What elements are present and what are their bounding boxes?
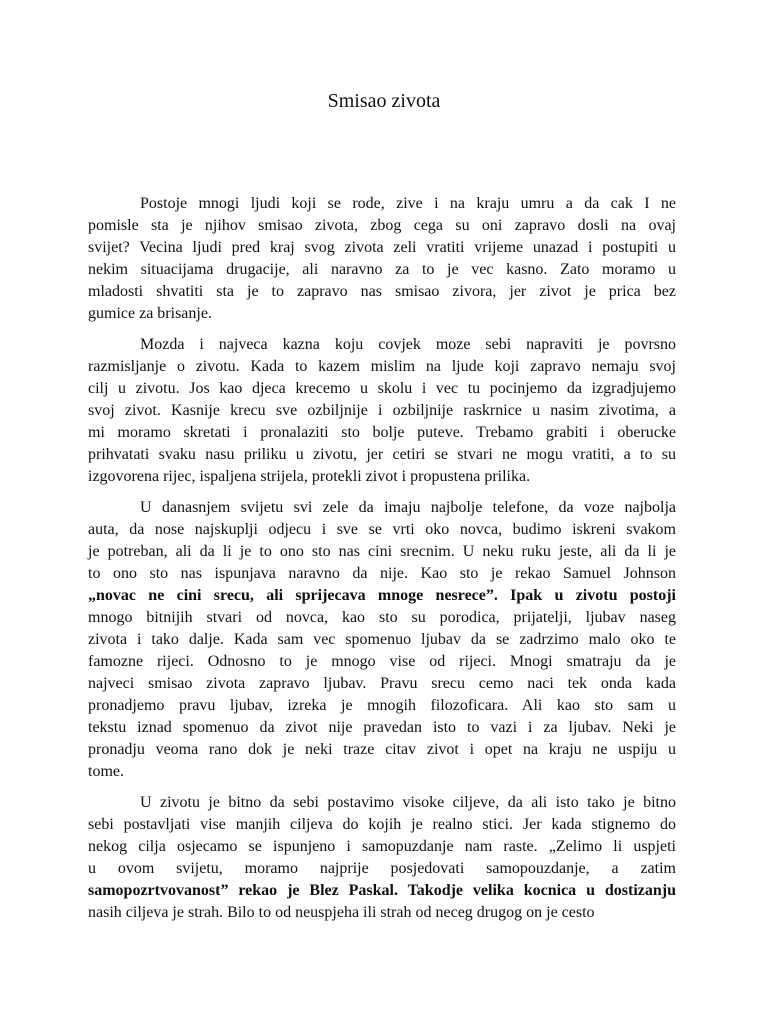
page-title: Smisao zivota — [327, 90, 441, 112]
text-line: svijet? Vecina ljudi pred kraj svog zivota zeli vratiti vrijeme unazad i postupiti u — [88, 239, 676, 256]
paragraph — [88, 792, 676, 924]
text-line: u ovom svijetu, moramo najprije posjedovati samopouzdanje, a zatim — [88, 860, 676, 877]
text-line: tome. — [88, 763, 124, 780]
text-line: gumice za brisanje. — [88, 305, 212, 322]
text-line: pronadju veoma rano dok je neki traze citav zivot i opet na kraju ne uspiju u — [88, 741, 676, 758]
text-line: izgovorena rijec, ispaljena strijela, protekli zivot i propustena prilika. — [88, 468, 531, 485]
text-line: U zivotu je bitno da sebi postavimo visoke ciljeve, da ali isto tako je bitno — [140, 794, 676, 811]
text-line: pronadjemo pravu ljubav, izreka je mnogih filozoficara. Ali kao sto sam u — [88, 697, 676, 714]
text-line: svoj zivot. Kasnije krecu sve ozbiljnije i ozbiljnije raskrnice u nasim zivotima, a — [88, 402, 676, 419]
paragraph — [88, 334, 676, 488]
text-line: mladosti shvatiti sta je to zapravo nas smisao zivora, jer zivot je prica bez — [88, 283, 676, 300]
text-line: Postoje mnogi ljudi koji se rode, zive i na kraju umru a da cak I ne — [140, 195, 676, 212]
text-line: zivota i tako dalje. Kada sam vec spomenuo ljubav da se zadrzimo malo oko te — [88, 631, 676, 648]
document-body — [88, 193, 676, 933]
text-line: Mozda i najveca kazna koju covjek moze sebi napraviti je povrsno — [140, 336, 676, 353]
paragraph — [88, 193, 676, 325]
text-line: razmisljanje o zivotu. Kada to kazem mislim na ljude koji zapravo nemaju svoj — [88, 358, 676, 375]
text-line: tekstu iznad spomenuo da zivot nije pravedan isto to vazi i za ljubav. Neki je — [88, 719, 676, 736]
text-line: „novac ne cini srecu, ali sprijecava mnoge nesrece”. Ipak u zivotu postoji — [88, 587, 676, 604]
text-line: auta, da nose najskuplji odjecu i sve se vrti oko novca, budimo iskreni svakom — [88, 521, 676, 538]
text-line: nasih ciljeva je strah. Bilo to od neuspjeha ili strah od neceg drugog on je cesto — [88, 904, 595, 921]
text-line: mi moramo skretati i pronalaziti sto bolje puteve. Trebamo grabiti i oberucke — [88, 424, 676, 441]
text-line: nekim situacijama drugacije, ali naravno za to je vec kasno. Zato moramo u — [88, 261, 676, 278]
text-line: U danasnjem svijetu svi zele da imaju najbolje telefone, da voze najbolja — [140, 499, 676, 516]
paragraph — [88, 497, 676, 783]
text-line: prihvatati svaku nasu priliku u zivotu, jer cetiri se stvari ne mogu vratiti, a to su — [88, 446, 676, 463]
text-line: famozne rijeci. Odnosno to je mnogo vise od rijeci. Mnogi smatraju da je — [88, 653, 676, 670]
text-line: nekog cilja osjecamo se ispunjeno i samopuzdanje nam raste. „Zelimo li uspjeti — [88, 838, 676, 855]
text-line: je potreban, ali da li je to ono sto nas cini srecnim. U neku ruku jeste, ali da li je — [88, 543, 676, 560]
text-line: pomisle sta je njihov smisao zivota, zbog cega su oni zapravo dosli na ovaj — [88, 217, 676, 234]
text-line: cilj u zivotu. Jos kao djeca krecemo u skolu i vec tu pocinjemo da izgradjujemo — [88, 380, 676, 397]
text-line: to ono sto nas ispunjava naravno da nije. Kao sto je rekao Samuel Johnson — [88, 565, 676, 582]
text-line: najveci smisao zivota zapravo ljubav. Pravu srecu cemo naci tek onda kada — [88, 675, 676, 692]
text-line: samopozrtvovanost” rekao je Blez Paskal. Takodje velika kocnica u dostizanju — [88, 882, 676, 899]
text-line: mnogo bitnijih stvari od novca, kao sto su porodica, prijatelji, ljubav naseg — [88, 609, 676, 626]
text-line: sebi postavljati vise manjih ciljeva do kojih je realno stici. Jer kada stignemo do — [88, 816, 676, 833]
